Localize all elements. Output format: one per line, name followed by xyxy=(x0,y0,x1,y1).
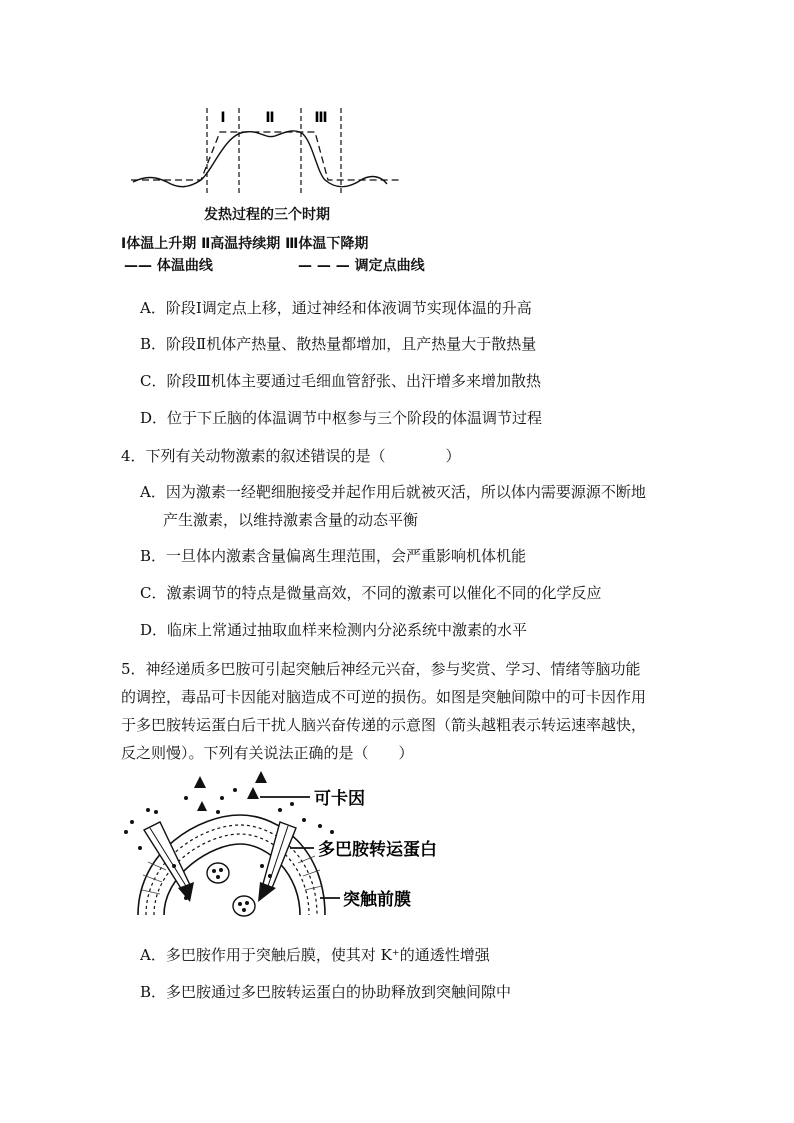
synapse-cocaine-figure xyxy=(120,770,460,930)
q5-stem-line-1: 5．神经递质多巴胺可引起突触后神经元兴奋，参与奖赏、学习、情绪等脑功能 xyxy=(121,660,641,678)
q3-option-d[interactable]: D．位于下丘脑的体温调节中枢参与三个阶段的体温调节过程 xyxy=(140,409,543,427)
figure1-caption: 发热过程的三个时期 xyxy=(204,207,330,223)
q5-stem-line-3: 于多巴胺转运蛋白后干扰人脑兴奋传递的示意图（箭头越粗表示转运速率越快， xyxy=(121,716,647,734)
cocaine-molecules xyxy=(194,771,267,811)
legend-solid-curve: —— 体温曲线 xyxy=(124,258,213,274)
q4-option-a[interactable]: A．因为激素一经靶细胞接受并起作用后就被灭活，所以体内需要源源不断地 xyxy=(140,483,646,501)
legend-dashed-curve: — — — 调定点曲线 xyxy=(298,258,425,274)
q5-option-b[interactable]: B．多巴胺通过多巴胺转运蛋白的协助释放到突触间隙中 xyxy=(140,983,512,1001)
fever-curve-figure xyxy=(125,104,415,204)
q4-option-b[interactable]: B．一旦体内激素含量偏离生理范围，会严重影响机体机能 xyxy=(140,547,527,565)
phase-label-2: Ⅱ xyxy=(265,110,275,126)
q4-option-d[interactable]: D．临床上常通过抽取血样来检测内分泌系统中激素的水平 xyxy=(140,621,528,639)
phase-label-3: Ⅲ xyxy=(314,110,328,126)
dopamine-transporter-right xyxy=(258,822,296,902)
q4-stem: 4．下列有关动物激素的叙述错误的是（ ） xyxy=(121,447,461,465)
set-point-curve xyxy=(131,132,401,180)
body-temperature-curve xyxy=(133,131,387,187)
q3-option-b[interactable]: B．阶段Ⅱ机体产热量、散热量都增加，且产热量大于散热量 xyxy=(140,335,537,353)
phase-label-1: Ⅰ xyxy=(220,110,226,126)
synaptic-vesicle xyxy=(207,863,229,883)
q4-option-a-continued: 产生激素，以维持激素含量的动态平衡 xyxy=(163,511,419,529)
label-presynaptic-membrane: 突触前膜 xyxy=(343,890,411,910)
q3-option-c[interactable]: C．阶段Ⅲ机体主要通过毛细血管舒张、出汗增多来增加散热 xyxy=(140,372,541,390)
synaptic-vesicle xyxy=(233,896,255,916)
label-dopamine-transporter: 多巴胺转运蛋白 xyxy=(318,840,437,860)
q4-option-c[interactable]: C．激素调节的特点是微量高效，不同的激素可以催化不同的化学反应 xyxy=(140,584,602,602)
q5-stem-line-2: 的调控，毒品可卡因能对脑造成不可逆的损伤。如图是突触间隙中的可卡因作用 xyxy=(121,688,647,706)
q5-option-a[interactable]: A．多巴胺作用于突触后膜，使其对 K⁺的通透性增强 xyxy=(140,946,490,964)
label-cocaine: 可卡因 xyxy=(314,789,365,809)
q5-stem-line-4: 反之则慢）。下列有关说法正确的是（ ） xyxy=(121,744,414,762)
q3-option-a[interactable]: A．阶段Ⅰ调定点上移，通过神经和体液调节实现体温的升高 xyxy=(140,299,532,317)
figure1-phases-legend: Ⅰ体温上升期 Ⅱ高温持续期 Ⅲ体温下降期 xyxy=(121,236,369,252)
